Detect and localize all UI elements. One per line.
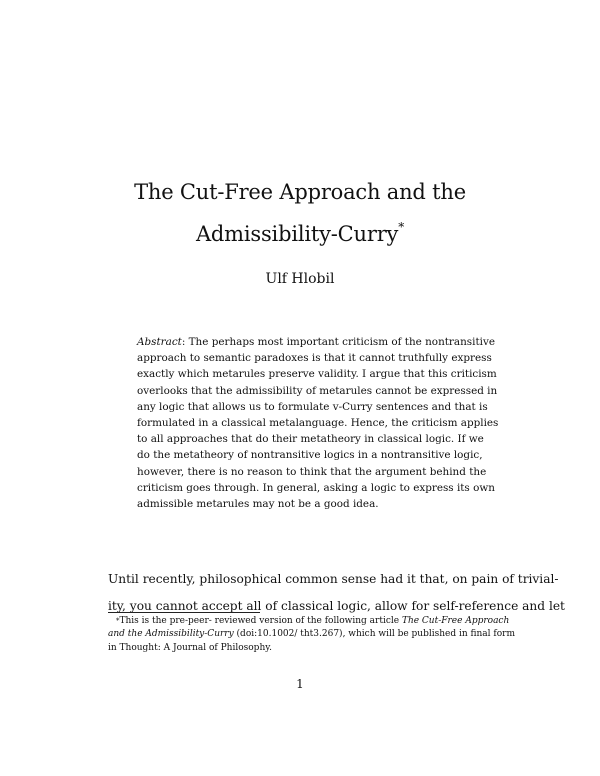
abstract-line: admissible metarules may not be a good idea. (137, 498, 379, 511)
body-line: ity, you cannot accept all of classical logic, allow for self-reference and let (108, 599, 565, 613)
abstract-line: overlooks that the admissibility of metarules cannot be expressed in (137, 384, 498, 397)
abstract-line: any logic that allows us to formulate v-Curry sentences and that is (137, 400, 488, 413)
abstract-line: do the metatheory of nontransitive logics in a nontransitive logic, (137, 449, 483, 462)
footnote-line: in Thought: A Journal of Philosophy. (108, 642, 272, 653)
page-number: 1 (296, 677, 304, 691)
footnote-line: and the Admissibility-Curry (doi:10.1002/ tht3.267), which will be published in final form (108, 629, 515, 640)
abstract-line: approach to semantic paradoxes is that it cannot truthfully express (137, 352, 492, 365)
author-name: Ulf Hlobil (265, 271, 335, 287)
abstract-line: Abstract: The perhaps most important criticism of the nontransitive (137, 336, 495, 348)
body-line: Until recently, philosophical common sense had it that, on pain of trivial- (108, 572, 559, 586)
paper-title-line-1: The Cut-Free Approach and the (134, 180, 466, 204)
title-footnote-marker[interactable]: * (398, 220, 405, 234)
abstract-line: however, there is no reason to think that the argument behind the (137, 465, 487, 478)
abstract-line: criticism goes through. In general, asking a logic to express its own (137, 481, 495, 494)
abstract-line: exactly which metarules preserve validity. I argue that this criticism (137, 368, 497, 381)
paper-title-line-2: Admissibility-Curry* (195, 220, 405, 246)
abstract-label: Abstract (137, 336, 182, 348)
footnote-marker: * (116, 617, 120, 625)
abstract (137, 334, 499, 512)
footnote-rule (108, 612, 260, 613)
abstract-line: formulated in a classical metalanguage. Hence, the criticism applies (137, 417, 499, 430)
footnote (108, 615, 515, 655)
footnote-line: *This is the pre-peer- reviewed version of the following article The Cut-Free Approach (116, 616, 510, 626)
abstract-line: to all approaches that do their metatheory in classical logic. If we (137, 433, 484, 446)
